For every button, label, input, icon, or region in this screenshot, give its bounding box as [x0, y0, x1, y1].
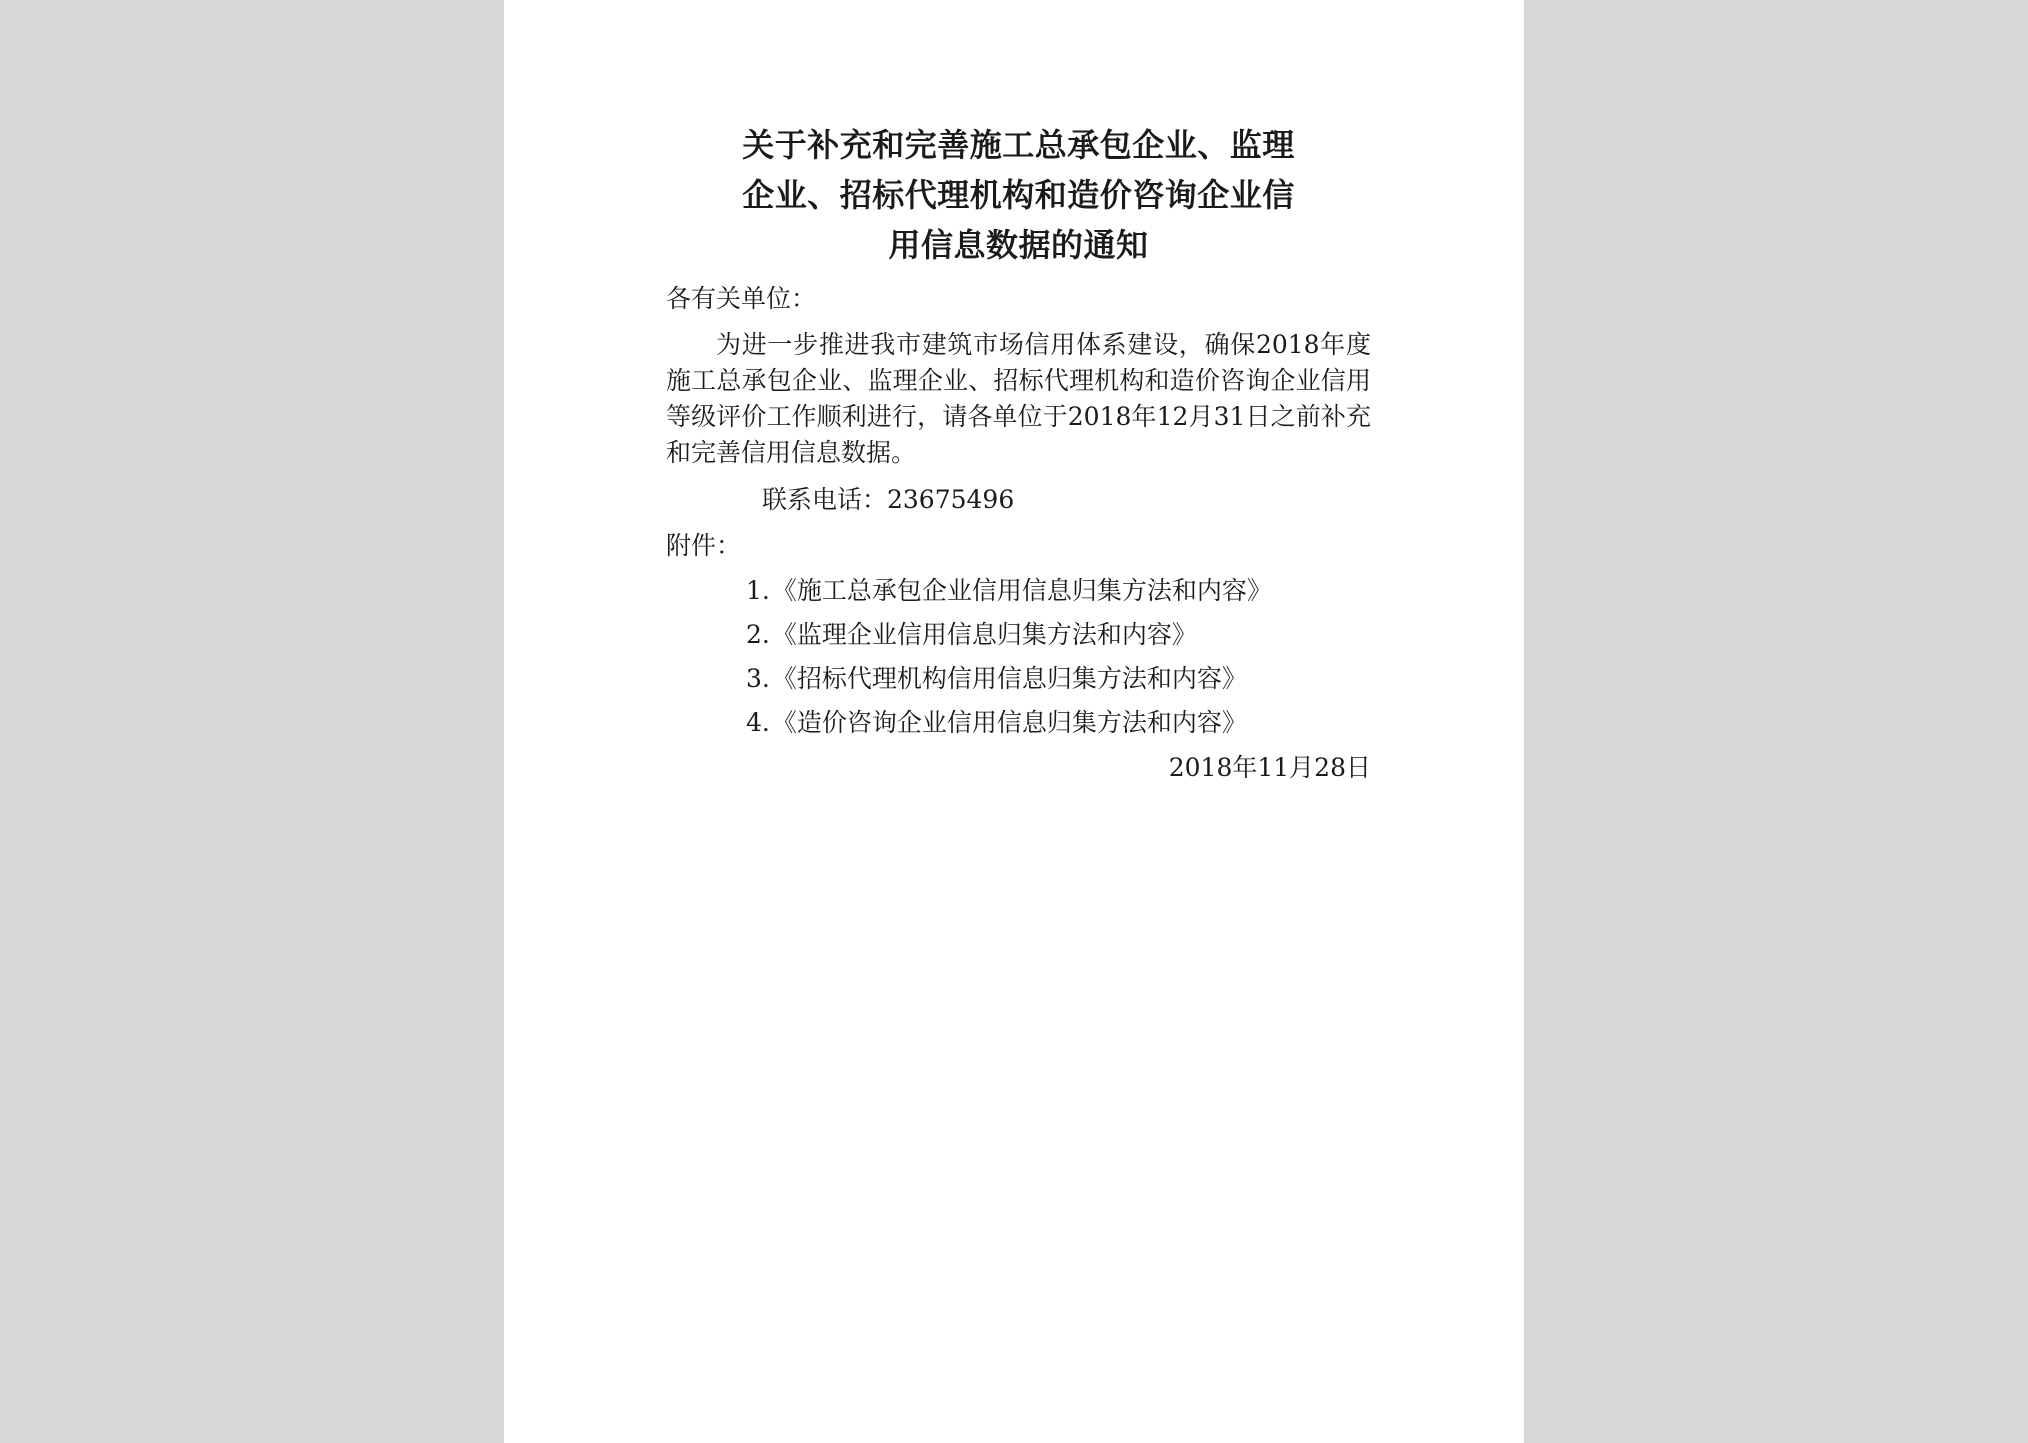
attachment-number: 2. [746, 620, 770, 649]
attachments-label: 附件： [666, 531, 742, 560]
body-paragraph [666, 322, 1371, 471]
salutation: 各有关单位： [666, 284, 817, 313]
attachment-number: 1. [746, 576, 770, 605]
body-line: 12月31日之前补充和完善信用信息数据。 [666, 402, 1372, 467]
attachment-item [746, 569, 1371, 613]
document-body [666, 276, 1371, 791]
attachment-title: 《监理企业信用信息归集方法和内容》 [771, 620, 1197, 649]
attachment-item [746, 701, 1371, 745]
title-line: 关于补充和完善施工总承包企业、监理 [742, 126, 1295, 164]
title-line: 企业、招标代理机构和造价咨询企业信 [742, 176, 1295, 214]
attachment-title: 《造价咨询企业信用信息归集方法和内容》 [771, 708, 1247, 737]
attachment-number: 4. [746, 708, 770, 737]
attachment-title: 《招标代理机构信用信息归集方法和内容》 [771, 664, 1247, 693]
body-line: 为进一步推进我市建筑市场信用体系建设，确保2018 [716, 330, 1320, 359]
attachments-list [666, 569, 1371, 745]
document-page [504, 0, 1524, 1443]
body-line: 询企业信用等级评价工作顺利进行，请各单位于2018年 [666, 366, 1371, 431]
document-content [666, 120, 1371, 791]
contact-phone: 联系电话：23675496 [762, 485, 1015, 514]
attachment-item [746, 613, 1371, 657]
document-title [666, 120, 1371, 270]
title-line: 用信息数据的通知 [888, 226, 1149, 264]
attachment-title: 《施工总承包企业信用信息归集方法和内容》 [771, 576, 1272, 605]
document-date: 2018年11月28日 [1168, 753, 1371, 782]
body-line: 年度施工总承包企业、监理企业、招标代理机构和造价咨 [666, 330, 1371, 395]
attachment-number: 3. [746, 664, 770, 693]
attachment-item [746, 657, 1371, 701]
